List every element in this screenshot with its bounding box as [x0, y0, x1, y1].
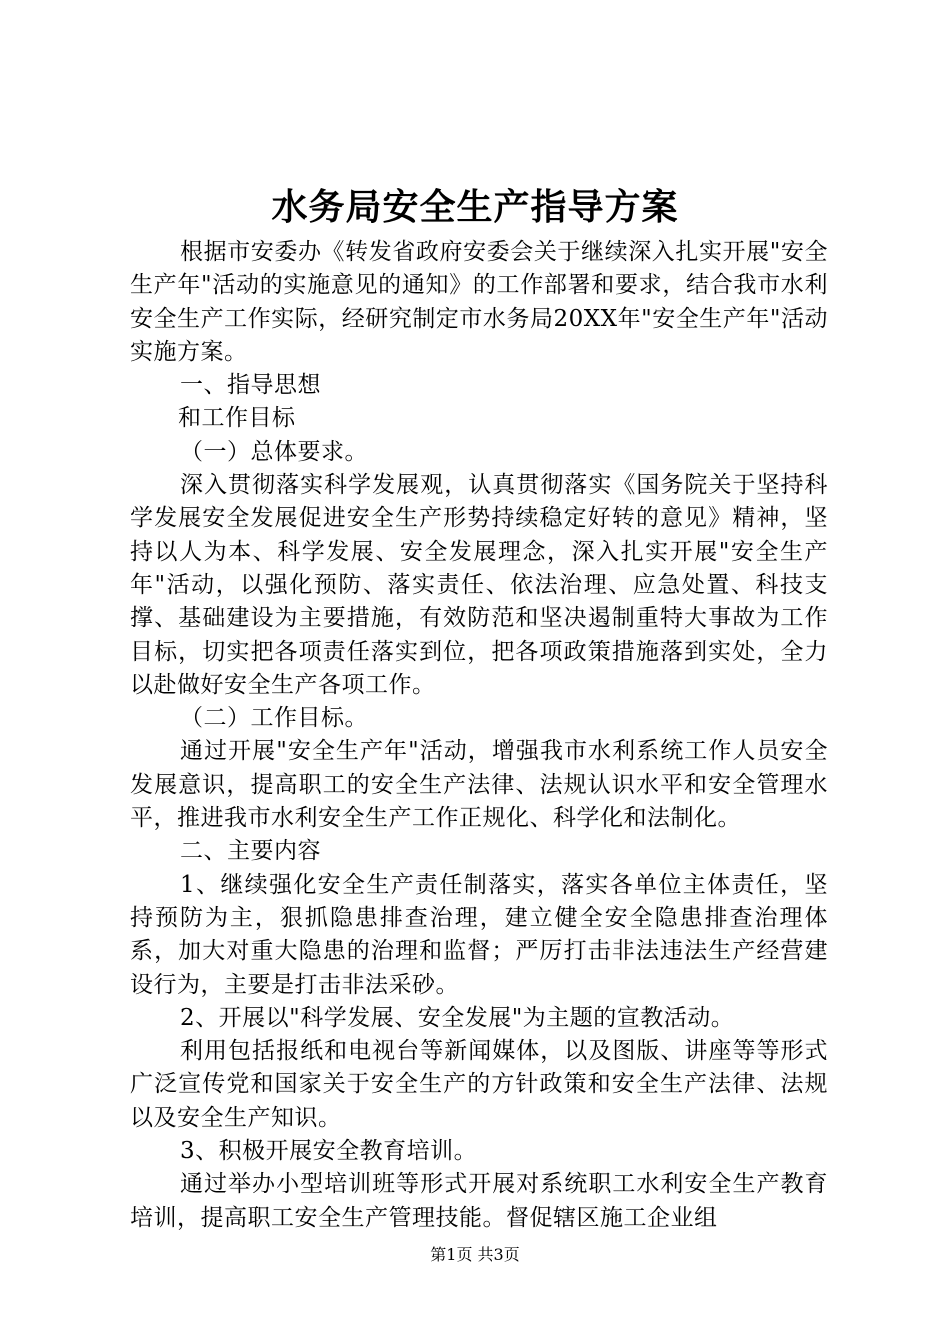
paragraph-general-requirements: 深入贯彻落实科学发展观，认真贯彻落实《国务院关于坚持科学发展安全发展促进安全生产形势持续稳定好转的意见》精神，坚持以人为本、科学发展、安全发展理念，深入扎实开展"安全生产年"活动，以强化预防、落实责任、依法治理、应急处置、科技支撑、基础建设为主要措施，有效防范和坚决遏制重特大事故为工作目标，切实把各项责任落实到位，把各项政策措施落到实处，全力以赴做好安全生产各项工作。 — [130, 472, 828, 698]
section-heading-continuation: 和工作目标 — [178, 405, 296, 432]
paragraph-training: 通过举办小型培训班等形式开展对系统职工水利安全生产教育培训，提高职工安全生产管理技能。督促辖区施工企业组 — [130, 1171, 828, 1231]
paragraph-item-3: 3、积极开展安全教育培训。 — [180, 1138, 478, 1165]
document-title: 水务局安全生产指导方案 — [271, 186, 679, 228]
page-number-footer: 第1页 共3页 — [430, 1245, 520, 1264]
subheading-work-goals: （二）工作目标。 — [180, 705, 368, 732]
subheading-general-requirements: （一）总体要求。 — [180, 438, 368, 465]
paragraph-item-1: 1、继续强化安全生产责任制落实，落实各单位主体责任，坚持预防为主，狠抓隐患排查治理，建立健全安全隐患排查治理体系，加大对重大隐患的治理和监督；严厉打击非法违法生产经营建设行为，主要是打击非法采砂。 — [130, 871, 828, 998]
paragraph-work-goals: 通过开展"安全生产年"活动，增强我市水利系统工作人员安全发展意识，提高职工的安全生产法律、法规认识水平和安全管理水平，推进我市水利安全生产工作正规化、科学化和法制化。 — [130, 738, 828, 832]
section-heading-main-content: 二、主要内容 — [180, 838, 321, 865]
paragraph-intro: 根据市安委办《转发省政府安委会关于继续深入扎实开展"安全生产年"活动的实施意见的通知》的工作部署和要求，结合我市水利安全生产工作实际，经研究制定市水务局20XX年"安全生产年"活动实施方案。 — [130, 239, 828, 365]
section-heading-guiding-thought: 一、指导思想 — [180, 372, 321, 399]
paragraph-item-2: 2、开展以"科学发展、安全发展"为主题的宣教活动。 — [180, 1004, 735, 1031]
document-body — [130, 236, 828, 1235]
paragraph-publicity: 利用包括报纸和电视台等新闻媒体，以及图版、讲座等等形式广泛宣传党和国家关于安全生产的方针政策和安全生产法律、法规以及安全生产知识。 — [130, 1038, 828, 1131]
